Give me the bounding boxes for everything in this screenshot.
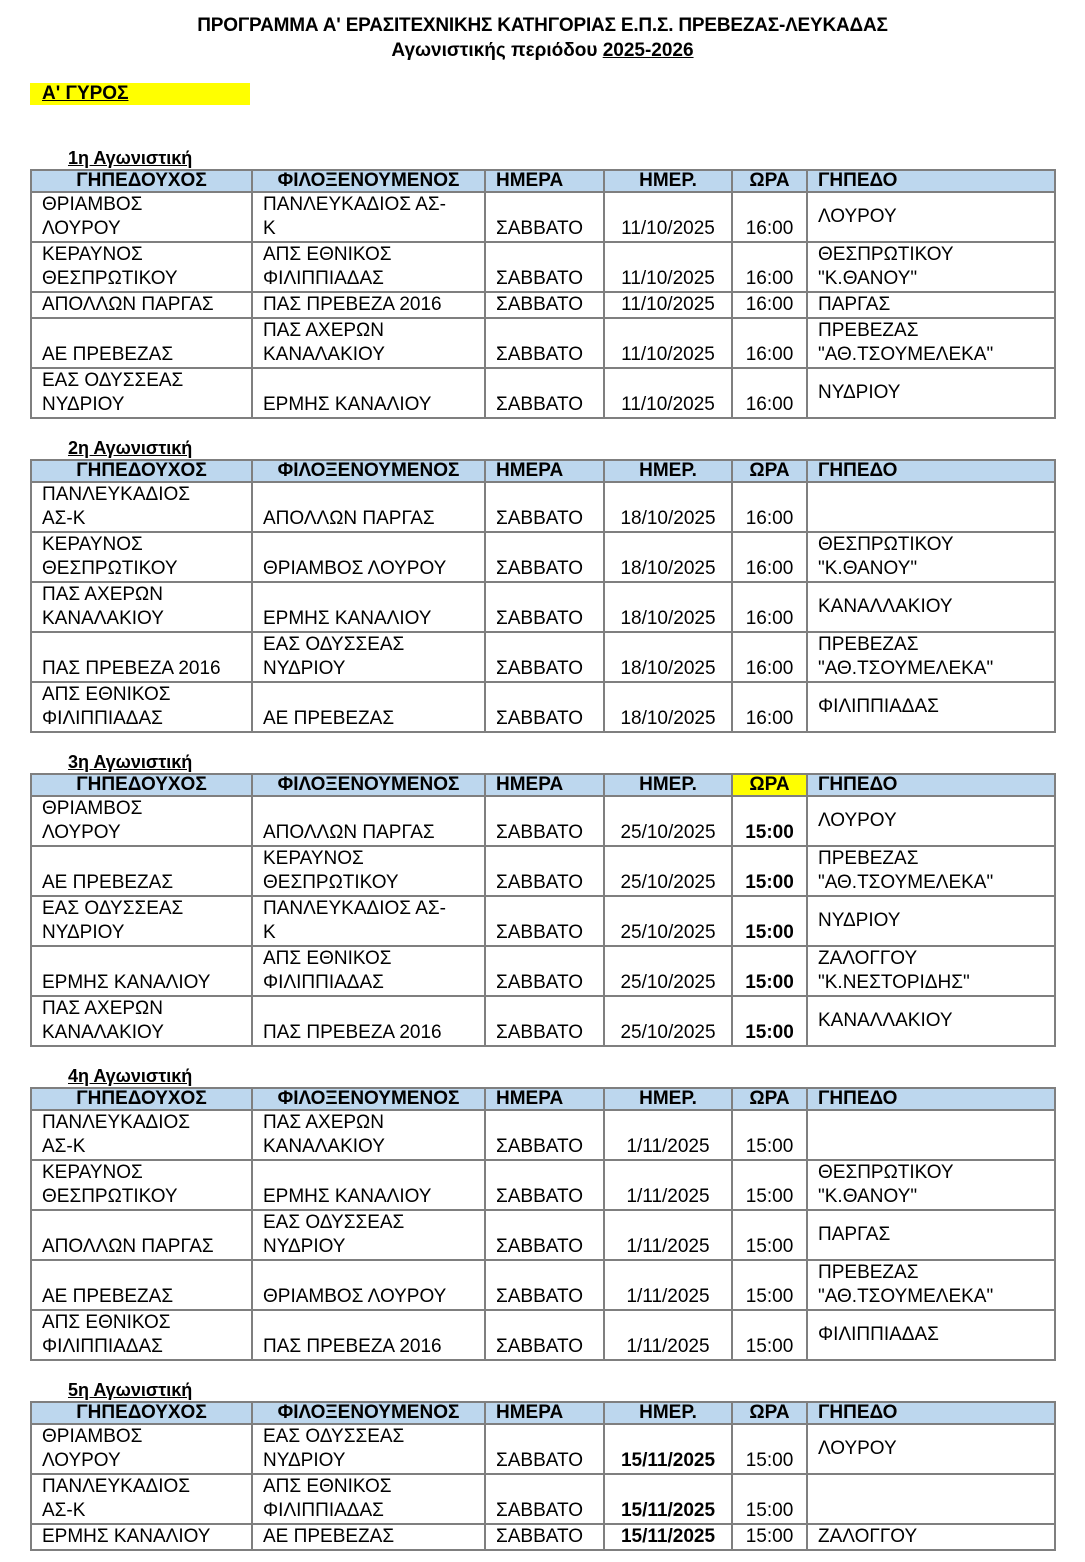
matchday-title: 2η Αγωνιστική [68, 438, 193, 458]
date-cell: 1/11/2025 [604, 1260, 732, 1310]
home-team-header: ΓΗΠΕΔΟΥΧΟΣ [31, 460, 252, 482]
day-cell: ΣΑΒΒΑΤΟ [485, 192, 604, 242]
home-team-cell: ΠΑΣ ΑΧΕΡΩΝ ΚΑΝΑΛΑΚΙΟΥ [31, 996, 252, 1046]
fixtures-table [30, 1087, 1056, 1361]
table-row [31, 1160, 1055, 1210]
table-row [31, 482, 1055, 532]
home-team-header: ΓΗΠΕΔΟΥΧΟΣ [31, 774, 252, 796]
day-cell: ΣΑΒΒΑΤΟ [485, 682, 604, 732]
away-team-cell: ΕΑΣ ΟΔΥΣΣΕΑΣ ΝΥΔΡΙΟΥ [252, 1424, 485, 1474]
matchday-section [30, 147, 1054, 419]
table-row [31, 368, 1055, 418]
venue-cell: ΠΑΡΓΑΣ [807, 1210, 1055, 1260]
home-team-cell: ΑΕ ΠΡΕΒΕΖΑΣ [31, 318, 252, 368]
date-cell: 18/10/2025 [604, 482, 732, 532]
home-team-cell: ΑΕ ΠΡΕΒΕΖΑΣ [31, 846, 252, 896]
time-cell: 16:00 [732, 582, 807, 632]
date-cell: 1/11/2025 [604, 1310, 732, 1360]
day-cell: ΣΑΒΒΑΤΟ [485, 1260, 604, 1310]
day-cell: ΣΑΒΒΑΤΟ [485, 1424, 604, 1474]
date-cell: 1/11/2025 [604, 1210, 732, 1260]
venue-cell: ΖΑΛΟΓΓΟΥ "Κ.ΝΕΣΤΟΡΙΔΗΣ" [807, 946, 1055, 996]
home-team-cell: ΘΡΙΑΜΒΟΣ ΛΟΥΡΟΥ [31, 1424, 252, 1474]
venue-cell: ΛΟΥΡΟΥ [807, 1424, 1055, 1474]
matchday-section [30, 1065, 1054, 1361]
table-row [31, 532, 1055, 582]
home-team-cell: ΕΑΣ ΟΔΥΣΣΕΑΣ ΝΥΔΡΙΟΥ [31, 896, 252, 946]
away-team-cell: ΠΑΝΛΕΥΚΑΔΙΟΣ ΑΣ- Κ [252, 896, 485, 946]
day-cell: ΣΑΒΒΑΤΟ [485, 1524, 604, 1550]
time-cell: 15:00 [732, 1474, 807, 1524]
away-team-cell: ΘΡΙΑΜΒΟΣ ΛΟΥΡΟΥ [252, 1260, 485, 1310]
time-header: ΩΡΑ [732, 460, 807, 482]
time-cell: 15:00 [732, 1210, 807, 1260]
venue-cell: ΚΑΝΑΛΛΑΚΙΟΥ [807, 582, 1055, 632]
away-team-header: ΦΙΛΟΞΕΝΟΥΜΕΝΟΣ [252, 170, 485, 192]
day-header: ΗΜΕΡΑ [485, 460, 604, 482]
day-cell: ΣΑΒΒΑΤΟ [485, 1474, 604, 1524]
day-cell: ΣΑΒΒΑΤΟ [485, 292, 604, 318]
day-cell: ΣΑΒΒΑΤΟ [485, 582, 604, 632]
away-team-header: ΦΙΛΟΞΕΝΟΥΜΕΝΟΣ [252, 1088, 485, 1110]
venue-cell: ΘΕΣΠΡΩΤΙΚΟΥ "Κ.ΘΑΝΟΥ" [807, 532, 1055, 582]
away-team-cell: ΑΠΟΛΛΩΝ ΠΑΡΓΑΣ [252, 796, 485, 846]
venue-cell [807, 1474, 1055, 1524]
date-header: ΗΜΕΡ. [604, 170, 732, 192]
home-team-cell: ΠΑΝΛΕΥΚΑΔΙΟΣ ΑΣ-Κ [31, 1110, 252, 1160]
away-team-header: ΦΙΛΟΞΕΝΟΥΜΕΝΟΣ [252, 1402, 485, 1424]
away-team-cell: ΕΑΣ ΟΔΥΣΣΕΑΣ ΝΥΔΡΙΟΥ [252, 632, 485, 682]
date-header: ΗΜΕΡ. [604, 1402, 732, 1424]
date-cell: 25/10/2025 [604, 846, 732, 896]
date-cell: 11/10/2025 [604, 292, 732, 318]
table-row [31, 946, 1055, 996]
table-row [31, 1474, 1055, 1524]
venue-cell: ΠΡΕΒΕΖΑΣ "ΑΘ.ΤΣΟΥΜΕΛΕΚΑ" [807, 1260, 1055, 1310]
table-row [31, 1524, 1055, 1550]
date-cell: 15/11/2025 [604, 1524, 732, 1550]
home-team-header: ΓΗΠΕΔΟΥΧΟΣ [31, 1402, 252, 1424]
away-team-cell: ΘΡΙΑΜΒΟΣ ΛΟΥΡΟΥ [252, 532, 485, 582]
table-row [31, 796, 1055, 846]
away-team-header: ΦΙΛΟΞΕΝΟΥΜΕΝΟΣ [252, 460, 485, 482]
venue-cell: ΠΡΕΒΕΖΑΣ "ΑΘ.ΤΣΟΥΜΕΛΕΚΑ" [807, 846, 1055, 896]
time-cell: 16:00 [732, 682, 807, 732]
day-cell: ΣΑΒΒΑΤΟ [485, 242, 604, 292]
table-header-row [31, 170, 1055, 192]
home-team-cell: ΕΡΜΗΣ ΚΑΝΑΛΙΟΥ [31, 1524, 252, 1550]
table-row [31, 292, 1055, 318]
venue-cell: ΘΕΣΠΡΩΤΙΚΟΥ "Κ.ΘΑΝΟΥ" [807, 242, 1055, 292]
home-team-cell: ΑΠΣ ΕΘΝΙΚΟΣ ΦΙΛΙΠΠΙΑΔΑΣ [31, 682, 252, 732]
home-team-cell: ΚΕΡΑΥΝΟΣ ΘΕΣΠΡΩΤΙΚΟΥ [31, 532, 252, 582]
time-cell: 15:00 [732, 1260, 807, 1310]
season-label: 2025-2026 [602, 40, 694, 61]
date-cell: 25/10/2025 [604, 796, 732, 846]
time-cell: 15:00 [732, 796, 807, 846]
date-header: ΗΜΕΡ. [604, 1088, 732, 1110]
matchday-section [30, 437, 1054, 733]
time-cell: 16:00 [732, 192, 807, 242]
day-cell: ΣΑΒΒΑΤΟ [485, 368, 604, 418]
venue-cell: ΘΕΣΠΡΩΤΙΚΟΥ "Κ.ΘΑΝΟΥ" [807, 1160, 1055, 1210]
table-row [31, 632, 1055, 682]
away-team-cell: ΕΡΜΗΣ ΚΑΝΑΛΙΟΥ [252, 1160, 485, 1210]
matchday-section [30, 1379, 1054, 1551]
away-team-cell: ΑΠΟΛΛΩΝ ΠΑΡΓΑΣ [252, 482, 485, 532]
matchday-title: 1η Αγωνιστική [68, 148, 193, 168]
venue-cell: ΖΑΛΟΓΓΟΥ [807, 1524, 1055, 1550]
away-team-cell: ΠΑΣ ΠΡΕΒΕΖΑ 2016 [252, 996, 485, 1046]
table-header-row [31, 460, 1055, 482]
table-row [31, 582, 1055, 632]
day-cell: ΣΑΒΒΑΤΟ [485, 532, 604, 582]
home-team-cell: ΚΕΡΑΥΝΟΣ ΘΕΣΠΡΩΤΙΚΟΥ [31, 1160, 252, 1210]
fixtures-table [30, 1401, 1056, 1551]
fixtures-table [30, 459, 1056, 733]
matchday-title: 4η Αγωνιστική [68, 1066, 193, 1086]
time-cell: 15:00 [732, 1110, 807, 1160]
matchday-section [30, 751, 1054, 1047]
table-row [31, 896, 1055, 946]
venue-header: ΓΗΠΕΔΟ [807, 774, 1055, 796]
table-row [31, 1424, 1055, 1474]
date-cell: 11/10/2025 [604, 192, 732, 242]
home-team-cell: ΕΑΣ ΟΔΥΣΣΕΑΣ ΝΥΔΡΙΟΥ [31, 368, 252, 418]
day-cell: ΣΑΒΒΑΤΟ [485, 946, 604, 996]
away-team-cell: ΕΡΜΗΣ ΚΑΝΑΛΙΟΥ [252, 368, 485, 418]
venue-header: ΓΗΠΕΔΟ [807, 1402, 1055, 1424]
fixtures-table [30, 773, 1056, 1047]
table-header-row [31, 1402, 1055, 1424]
table-row [31, 1110, 1055, 1160]
round-banner [30, 83, 250, 105]
day-cell: ΣΑΒΒΑΤΟ [485, 796, 604, 846]
venue-cell: ΦΙΛΙΠΠΙΑΔΑΣ [807, 1310, 1055, 1360]
table-row [31, 192, 1055, 242]
home-team-cell: ΑΕ ΠΡΕΒΕΖΑΣ [31, 1260, 252, 1310]
day-cell: ΣΑΒΒΑΤΟ [485, 632, 604, 682]
home-team-cell: ΘΡΙΑΜΒΟΣ ΛΟΥΡΟΥ [31, 192, 252, 242]
away-team-cell: ΑΕ ΠΡΕΒΕΖΑΣ [252, 1524, 485, 1550]
time-header: ΩΡΑ [732, 1088, 807, 1110]
date-cell: 18/10/2025 [604, 632, 732, 682]
date-cell: 11/10/2025 [604, 318, 732, 368]
document-subtitle [0, 40, 1085, 62]
time-cell: 16:00 [732, 632, 807, 682]
day-cell: ΣΑΒΒΑΤΟ [485, 846, 604, 896]
home-team-cell: ΑΠΣ ΕΘΝΙΚΟΣ ΦΙΛΙΠΠΙΑΔΑΣ [31, 1310, 252, 1360]
away-team-header: ΦΙΛΟΞΕΝΟΥΜΕΝΟΣ [252, 774, 485, 796]
venue-header: ΓΗΠΕΔΟ [807, 460, 1055, 482]
table-row [31, 682, 1055, 732]
day-cell: ΣΑΒΒΑΤΟ [485, 482, 604, 532]
date-cell: 25/10/2025 [604, 946, 732, 996]
venue-cell: ΛΟΥΡΟΥ [807, 796, 1055, 846]
home-team-cell: ΑΠΟΛΛΩΝ ΠΑΡΓΑΣ [31, 1210, 252, 1260]
table-header-row [31, 774, 1055, 796]
time-header: ΩΡΑ [732, 170, 807, 192]
away-team-cell: ΕΑΣ ΟΔΥΣΣΕΑΣ ΝΥΔΡΙΟΥ [252, 1210, 485, 1260]
table-row [31, 318, 1055, 368]
away-team-cell: ΠΑΣ ΠΡΕΒΕΖΑ 2016 [252, 1310, 485, 1360]
time-cell: 16:00 [732, 532, 807, 582]
subtitle-prefix: Αγωνιστικής περιόδου [391, 40, 603, 61]
table-header-row [31, 1088, 1055, 1110]
time-cell: 15:00 [732, 846, 807, 896]
home-team-cell: ΚΕΡΑΥΝΟΣ ΘΕΣΠΡΩΤΙΚΟΥ [31, 242, 252, 292]
table-row [31, 1210, 1055, 1260]
table-row [31, 242, 1055, 292]
away-team-cell: ΠΑΝΛΕΥΚΑΔΙΟΣ ΑΣ- Κ [252, 192, 485, 242]
date-cell: 1/11/2025 [604, 1110, 732, 1160]
table-row [31, 1310, 1055, 1360]
date-cell: 15/11/2025 [604, 1424, 732, 1474]
date-cell: 18/10/2025 [604, 582, 732, 632]
time-cell: 16:00 [732, 242, 807, 292]
date-cell: 25/10/2025 [604, 896, 732, 946]
time-cell: 15:00 [732, 996, 807, 1046]
home-team-header: ΓΗΠΕΔΟΥΧΟΣ [31, 1088, 252, 1110]
fixtures-table [30, 169, 1056, 419]
date-cell: 11/10/2025 [604, 368, 732, 418]
home-team-cell: ΠΑΝΛΕΥΚΑΔΙΟΣ ΑΣ-Κ [31, 1474, 252, 1524]
day-cell: ΣΑΒΒΑΤΟ [485, 1110, 604, 1160]
day-cell: ΣΑΒΒΑΤΟ [485, 318, 604, 368]
time-cell: 15:00 [732, 896, 807, 946]
venue-cell [807, 1110, 1055, 1160]
away-team-cell: ΠΑΣ ΑΧΕΡΩΝ ΚΑΝΑΛΑΚΙΟΥ [252, 1110, 485, 1160]
venue-cell: ΛΟΥΡΟΥ [807, 192, 1055, 242]
time-cell: 15:00 [732, 1424, 807, 1474]
day-header: ΗΜΕΡΑ [485, 1402, 604, 1424]
home-team-cell: ΠΑΣ ΠΡΕΒΕΖΑ 2016 [31, 632, 252, 682]
time-cell: 16:00 [732, 482, 807, 532]
table-row [31, 996, 1055, 1046]
venue-cell: ΝΥΔΡΙΟΥ [807, 368, 1055, 418]
venue-cell: ΠΑΡΓΑΣ [807, 292, 1055, 318]
away-team-cell: ΠΑΣ ΑΧΕΡΩΝ ΚΑΝΑΛΑΚΙΟΥ [252, 318, 485, 368]
away-team-cell: ΚΕΡΑΥΝΟΣ ΘΕΣΠΡΩΤΙΚΟΥ [252, 846, 485, 896]
date-cell: 18/10/2025 [604, 682, 732, 732]
venue-cell: ΝΥΔΡΙΟΥ [807, 896, 1055, 946]
away-team-cell: ΑΠΣ ΕΘΝΙΚΟΣ ΦΙΛΙΠΠΙΑΔΑΣ [252, 1474, 485, 1524]
date-header: ΗΜΕΡ. [604, 460, 732, 482]
time-header: ΩΡΑ [732, 1402, 807, 1424]
time-header: ΩΡΑ [732, 774, 807, 796]
venue-cell: ΠΡΕΒΕΖΑΣ "ΑΘ.ΤΣΟΥΜΕΛΕΚΑ" [807, 318, 1055, 368]
date-cell: 1/11/2025 [604, 1160, 732, 1210]
day-cell: ΣΑΒΒΑΤΟ [485, 1160, 604, 1210]
date-cell: 25/10/2025 [604, 996, 732, 1046]
time-cell: 15:00 [732, 1160, 807, 1210]
day-cell: ΣΑΒΒΑΤΟ [485, 896, 604, 946]
table-row [31, 1260, 1055, 1310]
matchday-title: 5η Αγωνιστική [68, 1380, 193, 1400]
time-cell: 16:00 [732, 368, 807, 418]
venue-cell [807, 482, 1055, 532]
date-cell: 11/10/2025 [604, 242, 732, 292]
away-team-cell: ΑΠΣ ΕΘΝΙΚΟΣ ΦΙΛΙΠΠΙΑΔΑΣ [252, 242, 485, 292]
home-team-header: ΓΗΠΕΔΟΥΧΟΣ [31, 170, 252, 192]
table-row [31, 846, 1055, 896]
venue-header: ΓΗΠΕΔΟ [807, 1088, 1055, 1110]
home-team-cell: ΠΑΝΛΕΥΚΑΔΙΟΣ ΑΣ-Κ [31, 482, 252, 532]
venue-header: ΓΗΠΕΔΟ [807, 170, 1055, 192]
day-cell: ΣΑΒΒΑΤΟ [485, 1210, 604, 1260]
away-team-cell: ΕΡΜΗΣ ΚΑΝΑΛΙΟΥ [252, 582, 485, 632]
away-team-cell: ΠΑΣ ΠΡΕΒΕΖΑ 2016 [252, 292, 485, 318]
day-header: ΗΜΕΡΑ [485, 1088, 604, 1110]
time-cell: 15:00 [732, 946, 807, 996]
venue-cell: ΚΑΝΑΛΛΑΚΙΟΥ [807, 996, 1055, 1046]
venue-cell: ΦΙΛΙΠΠΙΑΔΑΣ [807, 682, 1055, 732]
date-cell: 18/10/2025 [604, 532, 732, 582]
day-cell: ΣΑΒΒΑΤΟ [485, 1310, 604, 1360]
date-header: ΗΜΕΡ. [604, 774, 732, 796]
home-team-cell: ΘΡΙΑΜΒΟΣ ΛΟΥΡΟΥ [31, 796, 252, 846]
venue-cell: ΠΡΕΒΕΖΑΣ "ΑΘ.ΤΣΟΥΜΕΛΕΚΑ" [807, 632, 1055, 682]
time-cell: 16:00 [732, 318, 807, 368]
time-cell: 16:00 [732, 292, 807, 318]
time-cell: 15:00 [732, 1310, 807, 1360]
round-label: Α' ΓΥΡΟΣ [42, 83, 129, 104]
home-team-cell: ΑΠΟΛΛΩΝ ΠΑΡΓΑΣ [31, 292, 252, 318]
day-header: ΗΜΕΡΑ [485, 170, 604, 192]
day-cell: ΣΑΒΒΑΤΟ [485, 996, 604, 1046]
time-cell: 15:00 [732, 1524, 807, 1550]
away-team-cell: ΑΠΣ ΕΘΝΙΚΟΣ ΦΙΛΙΠΠΙΑΔΑΣ [252, 946, 485, 996]
away-team-cell: ΑΕ ΠΡΕΒΕΖΑΣ [252, 682, 485, 732]
document-title: ΠΡΟΓΡΑΜΜΑ Α' ΕΡΑΣΙΤΕΧΝΙΚΗΣ ΚΑΤΗΓΟΡΙΑΣ Ε.Π.Σ. ΠΡΕΒΕΖΑΣ-ΛΕΥΚΑΔΑΣ [197, 15, 888, 36]
date-cell: 15/11/2025 [604, 1474, 732, 1524]
home-team-cell: ΕΡΜΗΣ ΚΑΝΑΛΙΟΥ [31, 946, 252, 996]
home-team-cell: ΠΑΣ ΑΧΕΡΩΝ ΚΑΝΑΛΑΚΙΟΥ [31, 582, 252, 632]
matchday-title: 3η Αγωνιστική [68, 752, 193, 772]
day-header: ΗΜΕΡΑ [485, 774, 604, 796]
